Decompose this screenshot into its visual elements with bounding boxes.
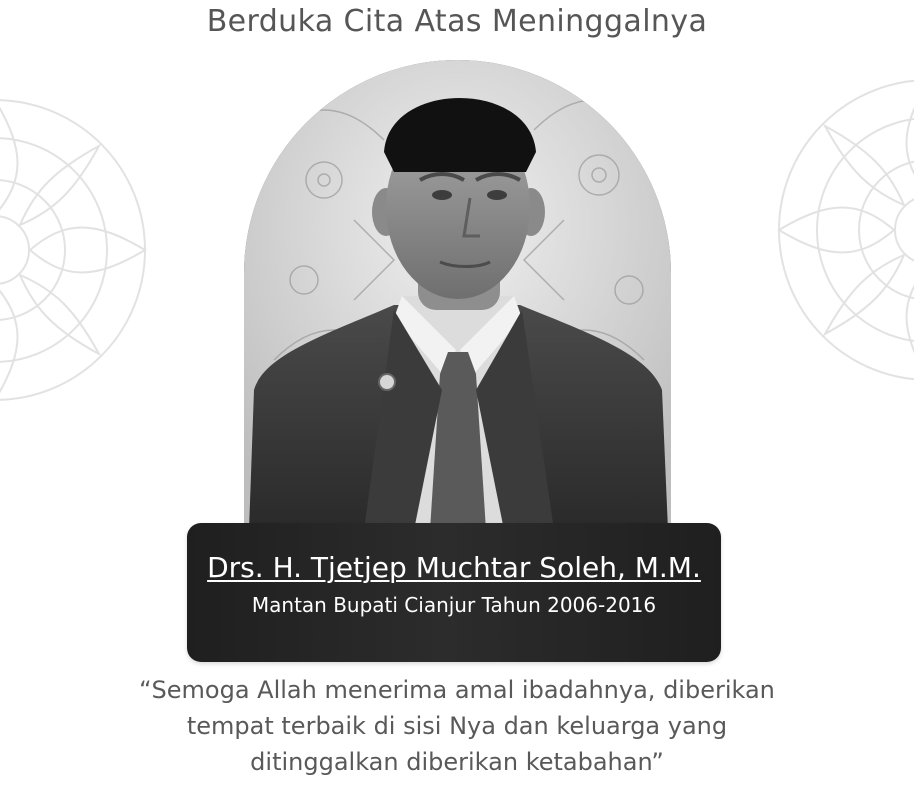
deceased-role: Mantan Bupati Cianjur Tahun 2006-2016 bbox=[251, 593, 657, 617]
mandala-ornament-right-icon bbox=[769, 70, 914, 390]
prayer-line-3: ditinggalkan diberikan ketabahan” bbox=[250, 748, 664, 776]
deceased-name: Drs. H. Tjetjep Muchtar Soleh, M.M. bbox=[207, 551, 701, 584]
page-title: Berduka Cita Atas Meninggalnya bbox=[206, 4, 708, 39]
condolence-prayer bbox=[0, 672, 914, 780]
prayer-line-2: tempat terbaik di sisi Nya dan keluarga yang bbox=[186, 712, 728, 740]
mandala-ornament-left-icon bbox=[0, 90, 155, 410]
portrait-frame bbox=[244, 60, 671, 530]
name-card bbox=[187, 523, 721, 662]
person-photo-icon bbox=[244, 60, 671, 530]
prayer-line-1: “Semoga Allah menerima amal ibadahnya, diberikan bbox=[139, 676, 775, 704]
